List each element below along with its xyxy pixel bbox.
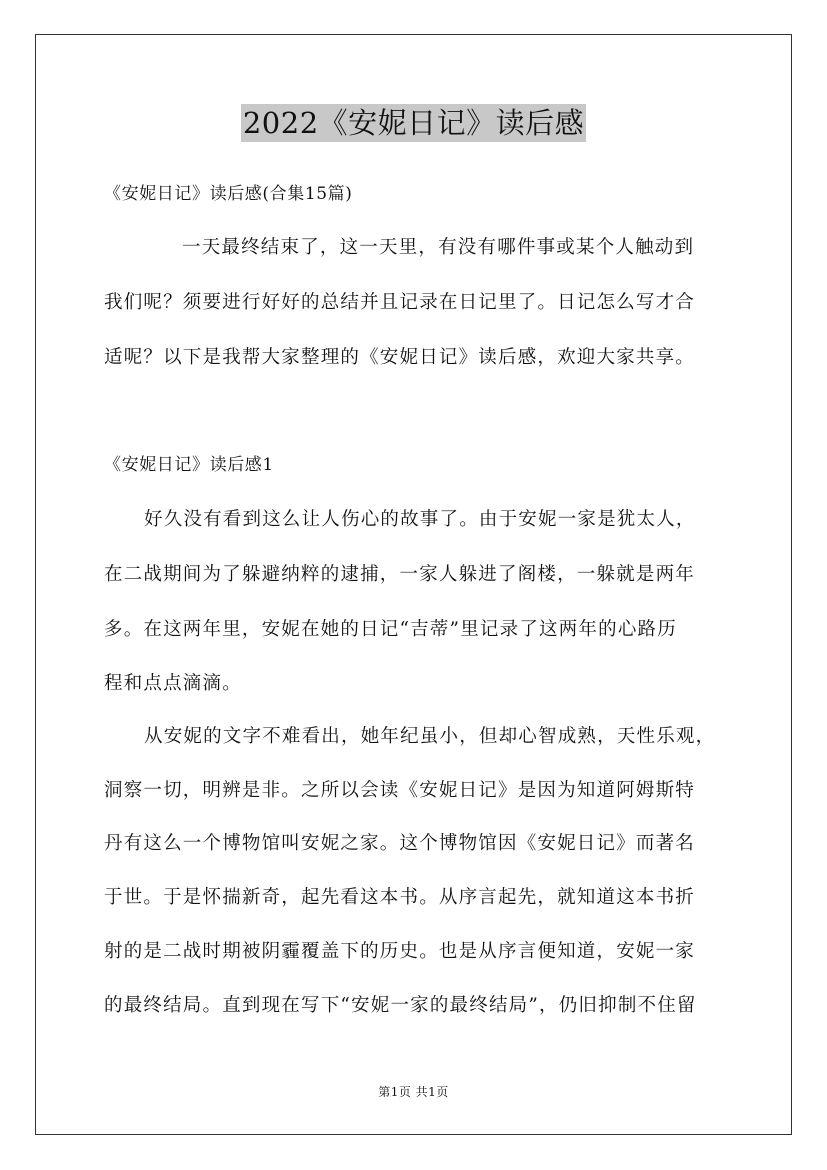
title-container <box>0 104 827 142</box>
paragraph2-line-5: 射的是二战时期被阴霾覆盖下的历史。也是从序言便知道，安妮一家 <box>104 941 696 962</box>
paragraph2-line-6: 的最终结局。直到现在写下“安妮一家的最终结局”，仍旧抑制不住留 <box>104 995 697 1016</box>
intro-line-1: 一天最终结束了，这一天里，有没有哪件事或某个人触动到 <box>182 237 695 258</box>
paragraph2-line-3: 丹有这么一个博物馆叫安妮之家。这个博物馆因《安妮日记》而著名 <box>104 833 696 854</box>
page-footer: 第1页 共1页 <box>378 1085 449 1099</box>
section-heading: 《安妮日记》读后感1 <box>104 455 274 475</box>
paragraph1-line-3: 多。在这两年里，安妮在她的日记“吉蒂”里记录了这两年的心路历 <box>104 619 677 640</box>
document-subtitle: 《安妮日记》读后感(合集15篇) <box>104 184 353 204</box>
paragraph1-line-4: 程和点点滴滴。 <box>104 673 242 694</box>
paragraph1-line-1: 好久没有看到这么让人伤心的故事了。由于安妮一家是犹太人， <box>144 509 696 530</box>
paragraph1-line-2: 在二战期间为了躲避纳粹的逮捕，一家人躲进了阁楼，一躲就是两年 <box>104 564 696 585</box>
paragraph2-line-2: 洞察一切，明辨是非。之所以会读《安妮日记》是因为知道阿姆斯特 <box>104 780 696 801</box>
paragraph2-line-4: 于世。于是怀揣新奇，起先看这本书。从序言起先，就知道这本书折 <box>104 887 696 908</box>
intro-line-2: 我们呢？须要进行好好的总结并且记录在日记里了。日记怎么写才合 <box>104 292 696 313</box>
paragraph2-line-1: 从安妮的文字不难看出，她年纪虽小，但却心智成熟，天性乐观， <box>144 726 716 747</box>
intro-line-3: 适呢？以下是我帮大家整理的《安妮日记》读后感，欢迎大家共享。 <box>104 347 696 368</box>
document-title[interactable]: 2022《安妮日记》读后感 <box>242 106 585 140</box>
